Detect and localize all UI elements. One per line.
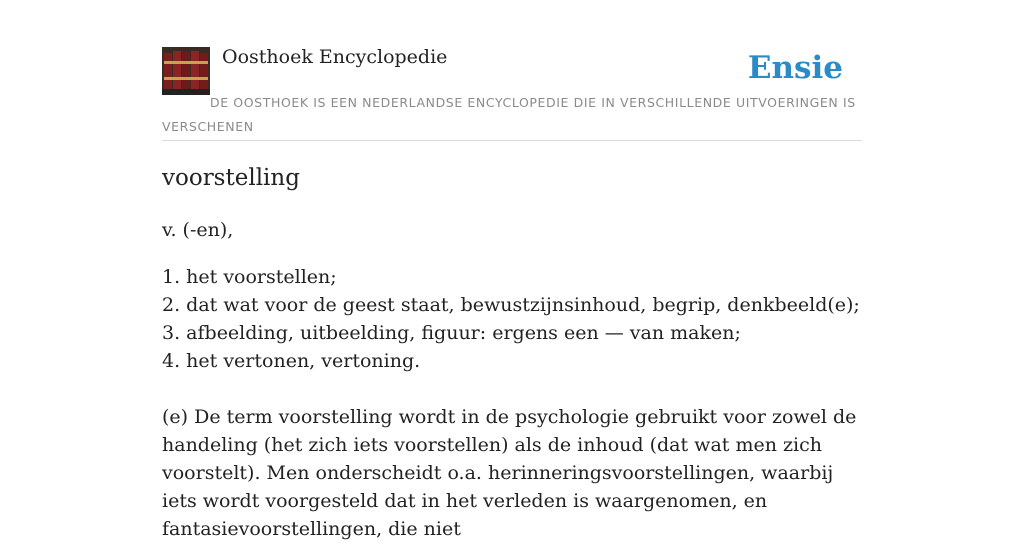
entry-title: voorstelling [162, 165, 300, 191]
site-name-link[interactable]: Oosthoek Encyclopedie [222, 46, 448, 68]
sense-item: 4. het vertonen, vertoning. [162, 350, 421, 372]
encyclopedia-books-avatar[interactable] [162, 47, 210, 95]
grammar-note: v. (-en), [162, 219, 234, 241]
site-header [162, 44, 862, 141]
sense-item: 3. afbeelding, uitbeelding, figuur: ergens een — van maken; [162, 322, 741, 344]
sense-item: 2. dat wat voor de geest staat, bewustzijnsinhoud, begrip, denkbeeld(e); [162, 294, 860, 316]
entry-body-text: (e) De term voorstelling wordt in de psychologie gebruikt voor zowel de handeling (het zich iets voorstellen) als de inhoud (dat wat men zich voorstelt). Men onderscheidt o.a. herinneringsvoorstellingen, waarbij iets wordt voorgesteld dat in het verleden is waargenomen, en fantasievoorstellingen, die niet [162, 406, 857, 540]
entry-content [162, 160, 862, 540]
ensie-logo-link[interactable]: Ensie [747, 50, 843, 86]
sense-list [162, 263, 860, 375]
sense-item: 1. het voorstellen; [162, 266, 337, 288]
site-tagline: DE OOSTHOEK IS EEN NEDERLANDSE ENCYCLOPEDIE DIE IN VERSCHILLENDE UITVOERINGEN IS VERSCHENEN [162, 95, 856, 134]
books-icon [162, 47, 210, 95]
